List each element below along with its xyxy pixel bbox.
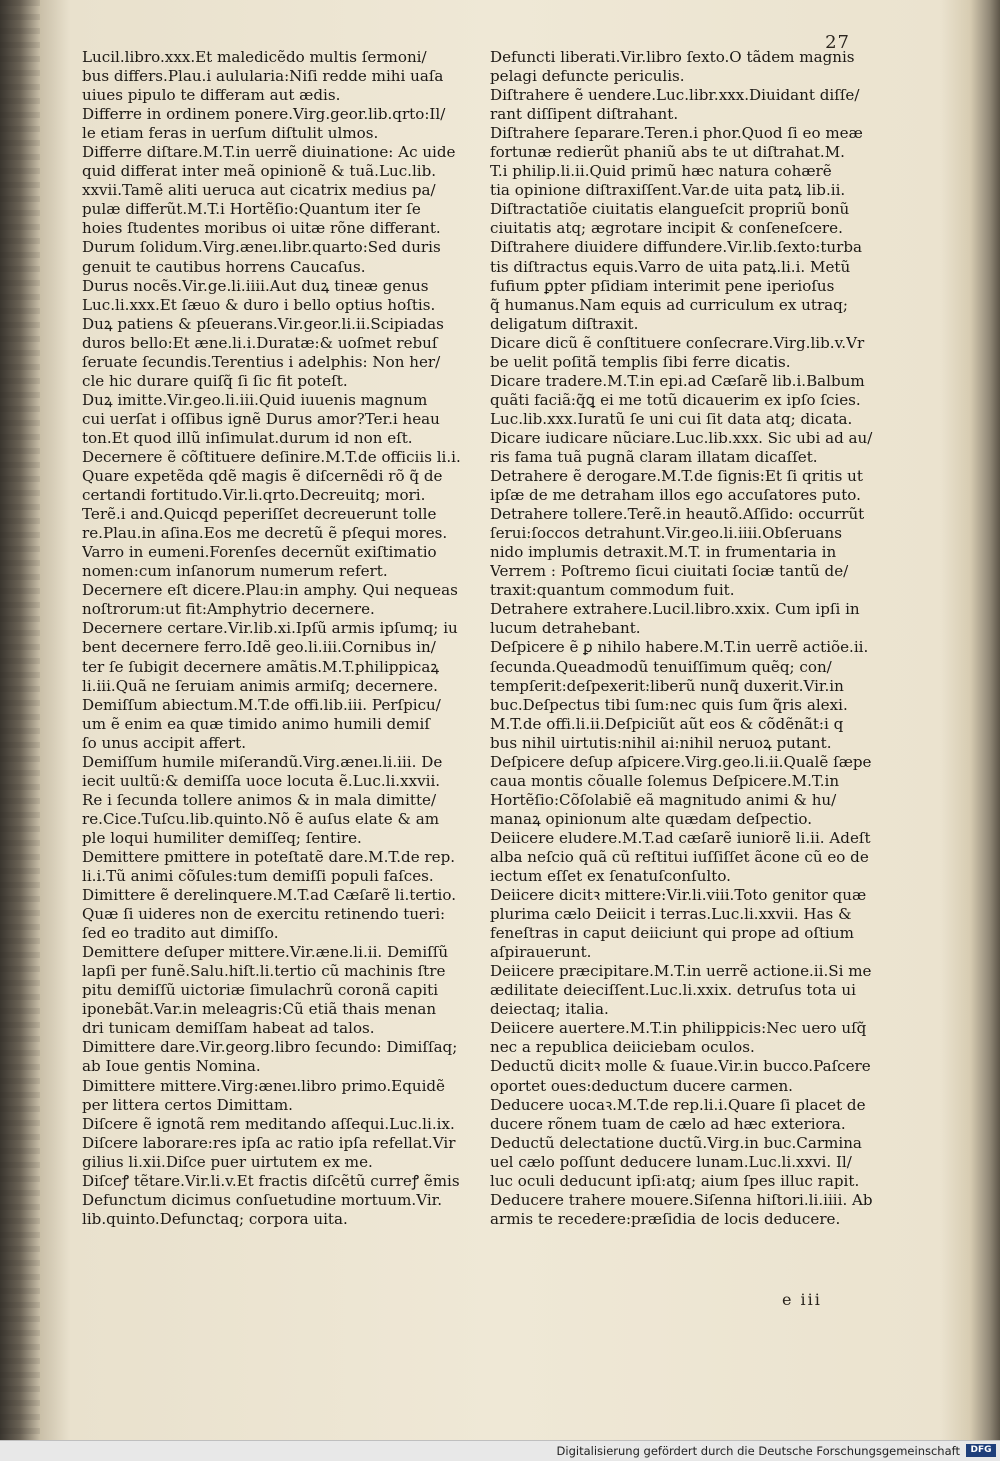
text-line: alba neſcio quã cũ reſtitui iuſſiſſet ãcone cũ eo de xyxy=(490,847,869,866)
text-line: Re i ſecunda tollere animos & in mala dimitte/ xyxy=(82,790,437,809)
text-line: oportet oues:deductum ducere carmen. xyxy=(490,1076,793,1095)
text-line: M.T.de offi.li.ii.Deſpiciũt aũt eos & cõdẽnãt:i q xyxy=(490,714,844,733)
text-line: quãti faciã:q̃ꝗ ei me totũ dicauerim ex ipſo ſcies. xyxy=(490,390,861,409)
text-line: Demittere deſuper mittere.Vir.æne.li.ii. Demiſſũ xyxy=(82,943,449,962)
text-line: manaꝝ opinionum alte quædam deſpectio. xyxy=(490,809,813,828)
previous-page-edge xyxy=(0,0,40,1440)
text-line: ipſæ de me detraham illos ego accuſatores puto. xyxy=(490,486,861,505)
text-line: bent decernere ferro.Idẽ geo.li.iii.Cornibus in/ xyxy=(82,638,436,657)
text-line: Defunctum dicimus conſuetudine mortuum.Vir. xyxy=(82,1190,443,1209)
text-line: Deductũ dicitꝛ molle & ſuaue.Vir.in bucco.Paſcere xyxy=(490,1057,871,1076)
text-line: pitu demiſſũ uictoriæ ſimulachrũ coronã capiti xyxy=(82,981,439,1000)
text-line: Terẽ.i and.Quicqd peperiſſet decreuerunt tolle xyxy=(82,505,437,524)
text-line: Dimittere mittere.Virg:æneı.libro primo.Equidẽ xyxy=(82,1076,445,1095)
text-line: lucum detrahebant. xyxy=(490,619,641,638)
text-line: Diſceꝭ tẽtare.Vir.li.v.Et fractis diſcẽtũ curreꝭ ẽmis xyxy=(82,1171,460,1190)
text-line: Decernere ẽ cõſtituere deſinire.M.T.de officiis li.i. xyxy=(82,447,461,466)
text-line: re.Cice.Tuſcu.lib.quinto.Nõ ẽ auſus elate & am xyxy=(82,809,440,828)
text-line: noſtrorum:ut fit:Amphytrio decernere. xyxy=(82,600,375,619)
text-line: Detrahere tollere.Terẽ.in heautõ.Aſſido: occurrũt xyxy=(490,505,865,524)
text-line: q̃ humanus.Nam equis ad curriculum ex utraq; xyxy=(490,295,848,314)
text-line: pelagi defuncte periculis. xyxy=(490,67,685,86)
text-line: traxit:quantum commodum fuit. xyxy=(490,581,735,600)
text-line: Diſtrahere diuidere diffundere.Vir.lib.ſexto:turba xyxy=(490,238,863,257)
text-line: be uelit poſitã templis ſibi ferre dicatis. xyxy=(490,352,791,371)
text-line: bus nihil uirtutis:nihil ai:nihil neruoꝝ putant. xyxy=(490,733,832,752)
text-line: ciuitatis atq; ægrotare incipit & conſeneſcere. xyxy=(490,219,843,238)
text-line: quid differat inter meã opinionẽ & tuã.Luc.lib. xyxy=(82,162,437,181)
digitization-footer xyxy=(0,1440,1000,1461)
text-line: Duꝝ imitte.Vir.geo.li.iii.Quid iuuenis magnum xyxy=(82,390,428,409)
text-line: Durus nocẽs.Vir.ge.li.iiii.Aut duꝝ tineæ genus xyxy=(82,276,429,295)
text-line: iectum eſſet ex ſenatuſconſulto. xyxy=(490,867,731,886)
text-line: li.i.Tũ animi cõſules:tum demiſſi populi faſces. xyxy=(82,867,434,886)
text-line: certandi fortitudo.Vir.li.qrto.Decreuitq; mori. xyxy=(82,486,426,505)
text-line: fufium ꝑpter pſidiam interimit pene iperioſus xyxy=(490,276,835,295)
text-line: um ẽ enim ea quæ timido animo humili demiſ xyxy=(82,714,430,733)
text-line: rant diſſipent diſtrahant. xyxy=(490,105,679,124)
text-line: gilius li.xii.Diſce puer uirtutem ex me. xyxy=(82,1152,373,1171)
text-line: Deſpicere ẽ ꝑ nihilo habere.M.T.in uerrẽ actiõe.ii. xyxy=(490,638,869,657)
text-line: Deducere trahere mouere.Siſenna hiſtori.li.iiii. Ab xyxy=(490,1190,873,1209)
text-line: Diſcere laborare:res ipſa ac ratio ipſa refellat.Vir xyxy=(82,1133,456,1152)
text-line: Differre in ordinem ponere.Virg.geor.lib.qrto:Il/ xyxy=(82,105,446,124)
text-line: Hortẽſio:Cõſolabiẽ eã magnitudo animi & hu/ xyxy=(490,790,837,809)
text-line: Demiſſum abiectum.M.T.de offi.lib.iii. Perſpicu/ xyxy=(82,695,441,714)
text-line: aſpirauerunt. xyxy=(490,943,592,962)
text-line: uel cælo poſſunt deducere lunam.Luc.li.xxvi. Il/ xyxy=(490,1152,852,1171)
text-line: ſerui:ſoccos detrahunt.Vir.geo.li.iiii.Obſeruans xyxy=(490,524,843,543)
text-line: fortunæ redierũt phaniũ abs te ut diſtrahat.M. xyxy=(490,143,845,162)
text-line: ter ſe ſubigit decernere amãtis.M.T.philippicaꝝ xyxy=(82,657,440,676)
text-line: Deiicere auertere.M.T.in philippicis:Nec uero uſq̃ xyxy=(490,1019,867,1038)
text-line: Dicare dicũ ẽ conſtituere conſecrare.Virg.lib.v.Vr xyxy=(490,333,865,352)
text-line: deligatum diſtraxit. xyxy=(490,314,639,333)
text-line: deiectaq; italia. xyxy=(490,1000,609,1019)
text-line: cle hic durare quiſq̃ ſi ſic fit poteſt. xyxy=(82,371,348,390)
text-line: ſed eo tradito aut dimiſſo. xyxy=(82,924,279,943)
text-line: Decernere certare.Vir.lib.xi.Ipſũ armis ipſumq; iu xyxy=(82,619,458,638)
text-line: Durum ſolidum.Virg.æneı.libr.quarto:Sed duris xyxy=(82,238,441,257)
text-line: lib.quinto.Defunctaq; corpora uita. xyxy=(82,1209,348,1228)
text-line: tis diſtractus equis.Varro de uita patꝝ.li.i. Metũ xyxy=(490,257,851,276)
text-line: tempſerit:deſpexerit:liberũ nunq̃ duxerit.Vir.in xyxy=(490,676,844,695)
text-line: Differre diſtare.M.T.in uerrẽ diuinatione: Ac uide xyxy=(82,143,456,162)
text-line: ædilitate deieciſſent.Luc.li.xxix. detruſus tota ui xyxy=(490,981,856,1000)
text-line: ſecunda.Queadmodũ tenuiſſimum quẽq; con/ xyxy=(490,657,832,676)
text-line: pulæ differũt.M.T.i Hortẽſio:Quantum iter ſe xyxy=(82,200,421,219)
text-line: Lucil.libro.xxx.Et maledicẽdo multis ſermoni/ xyxy=(82,48,427,66)
text-line: Demittere pmittere in poteſtatẽ dare.M.T.de rep. xyxy=(82,847,456,866)
text-line: ab Ioue gentis Nomina. xyxy=(82,1057,261,1076)
text-line: feneſtras in caput deiiciunt qui prope ad oſtium xyxy=(490,924,854,943)
text-line: re.Plau.in aſina.Eos me decretũ ẽ pſequi mores. xyxy=(82,524,448,543)
right-text-column xyxy=(490,48,900,1229)
text-line: Defuncti liberati.Vir.libro ſexto.O tãdem magnis xyxy=(490,48,855,66)
text-line: Diſcere ẽ ignotã rem meditando aſſequi.Luc.li.ix. xyxy=(82,1114,455,1133)
folio-number: 27 xyxy=(825,32,850,53)
text-line: dri tunicam demiſſam habeat ad talos. xyxy=(82,1019,375,1038)
text-line: le etiam feras in uerſum diſtulit ulmos. xyxy=(82,124,379,143)
text-line: ſeruate ſecundis.Terentius i adelphis: Non her/ xyxy=(82,352,441,371)
text-line: tia opinione diſtraxiſſent.Var.de uita patꝝ lib.ii. xyxy=(490,181,846,200)
text-line: Deſpicere deſup aſpicere.Virg.geo.li.ii.Qualẽ ſæpe xyxy=(490,752,872,771)
text-line: duros bello:Et æne.li.i.Duratæ:& uoſmet rebuſ xyxy=(82,333,438,352)
text-line: Deductũ delectatione ductũ.Virg.in buc.Carmina xyxy=(490,1133,862,1152)
text-line: Luc.li.xxx.Et ſæuo & duro i bello optius hoſtis. xyxy=(82,295,436,314)
text-line: hoies ſtudentes moribus oi uitæ rõne differant. xyxy=(82,219,441,238)
footer-credit: Digitalisierung gefördert durch die Deutsche Forschungsgemeinschaft xyxy=(556,1444,960,1458)
left-text-column xyxy=(82,48,486,1229)
text-line: Detrahere ẽ derogare.M.T.de ſignis:Et ſi qritis ut xyxy=(490,467,863,486)
text-line: Dimittere dare.Vir.georg.libro ſecundo: Dimiſſaq; xyxy=(82,1038,458,1057)
text-line: lapſi per funẽ.Salu.hiſt.li.tertio cũ machinis ſtre xyxy=(82,962,446,981)
text-line: Diſtrahere ẽ uendere.Luc.libr.xxx.Diuidant diſſe/ xyxy=(490,86,860,105)
text-line: buc.Deſpectus tibi ſum:nec quis ſum q̃ris alexi. xyxy=(490,695,848,714)
text-line: nomen:cum inſanorum numerum refert. xyxy=(82,562,388,581)
text-line: Luc.lib.xxx.Iuratũ ſe uni cui ſit data atq; dicata. xyxy=(490,409,853,428)
text-line: Quæ ſi uideres non de exercitu retinendo tueri: xyxy=(82,905,446,924)
signature-mark: e iii xyxy=(782,1290,822,1309)
text-line: nec a republica deiiciebam oculos. xyxy=(490,1038,755,1057)
text-line: Deducere uocaꝛ.M.T.de rep.li.i.Quare ſi placet de xyxy=(490,1095,866,1114)
text-line: ducere rõnem tuam de cælo ad hæc exteriora. xyxy=(490,1114,846,1133)
text-line: bus differs.Plau.i aulularia:Niſi redde mihi uaſa xyxy=(82,67,444,86)
text-line: Demiſſum humile miſerandũ.Virg.æneı.li.iii. De xyxy=(82,752,443,771)
text-line: T.i philip.li.ii.Quid primũ hæc natura cohærẽ xyxy=(490,162,832,181)
text-line: Detrahere extrahere.Lucil.libro.xxix. Cum ipſi in xyxy=(490,600,860,619)
text-line: Diſtractatiõe ciuitatis elangueſcit propriũ bonũ xyxy=(490,200,850,219)
text-line: nido implumis detraxit.M.T. in frumentaria in xyxy=(490,543,837,562)
text-line: Dicare tradere.M.T.in epi.ad Cæſarẽ lib.i.Balbum xyxy=(490,371,865,390)
text-line: Duꝝ patiens & pſeuerans.Vir.geor.li.ii.Scipiadas xyxy=(82,314,444,333)
dfg-logo: DFG xyxy=(966,1444,996,1457)
text-line: per littera certos Dimittam. xyxy=(82,1095,293,1114)
text-line: iecit uultũ:& demiſſa uoce locuta ẽ.Luc.li.xxvii. xyxy=(82,771,441,790)
text-line: Varro in eumeni.Forenſes decernũt exiſtimatio xyxy=(82,543,437,562)
text-line: Deiicere dicitꝛ mittere:Vir.li.viii.Toto genitor quæ xyxy=(490,886,867,905)
text-line: uiues pipulo te differam aut ædis. xyxy=(82,86,341,105)
text-line: xxvii.Tamẽ aliti ueruca aut cicatrix medius pa/ xyxy=(82,181,436,200)
text-line: Dimittere ẽ derelinquere.M.T.ad Cæſarẽ li.tertio. xyxy=(82,886,456,905)
text-line: Deiicere eludere.M.T.ad cæſarẽ iuniorẽ li.ii. Adeſt xyxy=(490,828,871,847)
text-line: Dicare iudicare nũciare.Luc.lib.xxx. Sic ubi ad au/ xyxy=(490,428,873,447)
text-line: Decernere eſt dicere.Plau:in amphy. Qui nequeas xyxy=(82,581,458,600)
text-line: ton.Et quod illũ inſimulat.durum id non eſt. xyxy=(82,428,413,447)
text-line: ſo unus accipit affert. xyxy=(82,733,246,752)
text-line: plurima cælo Deiicit i terras.Luc.li.xxvii. Has & xyxy=(490,905,852,924)
text-line: genuit te cautibus horrens Caucaſus. xyxy=(82,257,366,276)
text-line: Quare expetẽda qdẽ magis ẽ diſcernẽdi rõ q̃ de xyxy=(82,467,443,486)
text-line: Verrem : Poſtremo ſicui ciuitati ſociæ tantũ de/ xyxy=(490,562,849,581)
text-line: ris fama tuã pugnã claram illatam dicaſſet. xyxy=(490,447,818,466)
text-line: ple loqui humiliter demiſſeq; ſentire. xyxy=(82,828,362,847)
text-line: luc oculi deducunt ipſi:atq; aium ſpes illuc rapit. xyxy=(490,1171,860,1190)
text-line: iponebãt.Var.in meleagris:Cũ etiã thais menan xyxy=(82,1000,437,1019)
text-line: caua montis cõualle ſolemus Deſpicere.M.T.in xyxy=(490,771,840,790)
text-line: armis te recedere:præſidia de locis deducere. xyxy=(490,1209,841,1228)
text-line: Deiicere præcipitare.M.T.in uerrẽ actione.ii.Si me xyxy=(490,962,872,981)
text-line: Diſtrahere ſeparare.Teren.i phor.Quod ſi eo meæ xyxy=(490,124,863,143)
text-line: li.iii.Quã ne ſeruiam animis armiſq; decernere. xyxy=(82,676,438,695)
text-line: cui uerſat i oſſibus ignẽ Durus amor?Ter.i heau xyxy=(82,409,440,428)
